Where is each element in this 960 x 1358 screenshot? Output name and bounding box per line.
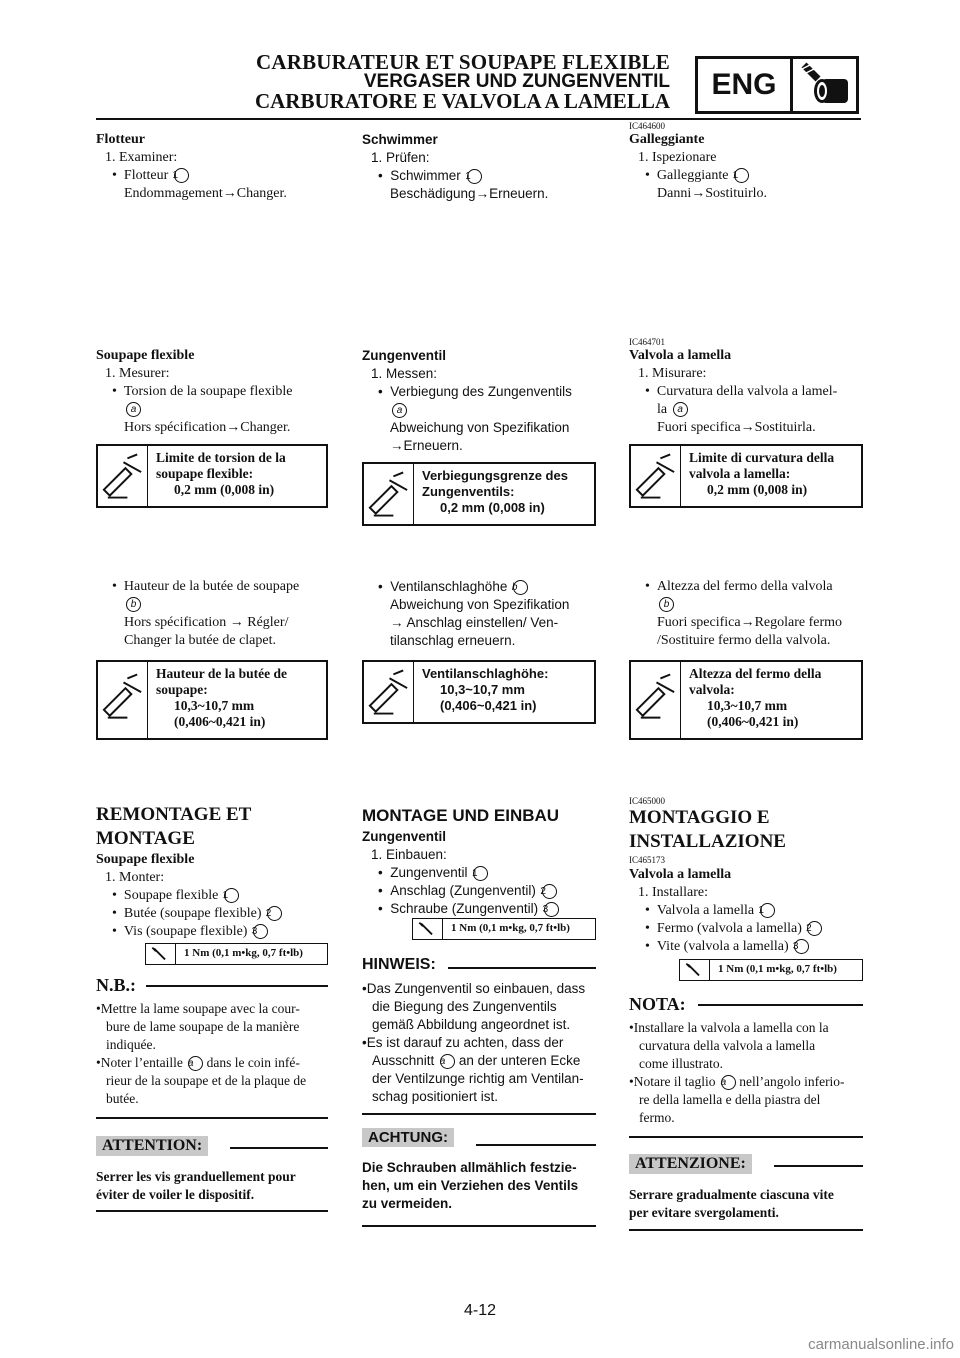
torque-box <box>145 943 328 965</box>
torque-box <box>412 918 596 940</box>
bullet-item: • Curvatura della valvola a lamel- <box>645 384 838 399</box>
section-title: Soupape flexible <box>96 348 195 363</box>
bullet-item: • Ventilanschlaghöhe b <box>362 578 596 596</box>
it-float-section <box>629 131 863 203</box>
it-stopper-height <box>629 578 863 650</box>
spec-value: (0,406~0,421 in) <box>440 698 537 713</box>
step: 1. Messen: <box>371 366 438 381</box>
bullet-item: • Verbiegung des Zungenventils <box>378 384 572 399</box>
bullet-item: • Schraube (Zungenventil) 3 <box>362 900 596 918</box>
rule <box>774 1165 863 1167</box>
note-item: •Notare il taglio a nell’angolo inferio- re della lamella e della piastra del fermo. <box>629 1074 845 1125</box>
bullet-item: • Vite (valvola a lamella) 3 <box>629 938 863 956</box>
bullet-item: • Fermo (valvola a lamella) 2 <box>629 920 863 938</box>
spec-value: 0,2 mm (0,008 in) <box>440 500 545 515</box>
wrench-icon <box>413 919 443 939</box>
bullet-sub: Fuori specifica→Regolare fermo <box>657 615 843 630</box>
bullet-sub: Endommagement→Changer. <box>124 186 287 201</box>
spec-value: 0,2 mm (0,008 in) <box>707 482 808 497</box>
bullet-sub: Abweichung von Spezifikation <box>390 597 570 612</box>
spec-box <box>96 660 328 740</box>
spec-box <box>629 660 863 740</box>
it-reed-measure <box>629 347 863 437</box>
caliper-icon <box>98 662 148 738</box>
fr-warning <box>96 1136 328 1204</box>
section-title: Zungenventil <box>362 829 446 844</box>
caliper-icon <box>631 662 681 738</box>
section-title: Soupape flexible <box>96 852 195 867</box>
fr-stopper-height <box>96 578 328 650</box>
spec-value: 10,3~10,7 mm <box>440 682 525 697</box>
step: 1. Misurare: <box>638 366 707 381</box>
wrench-icon <box>146 944 176 964</box>
callout-a: a <box>362 401 596 419</box>
heading: INSTALLAZIONE <box>629 831 786 852</box>
note-heading: NOTA: <box>629 994 686 1014</box>
callout-b: b <box>629 596 863 614</box>
spec-value: (0,406~0,421 in) <box>174 714 266 729</box>
bullet-item: • Butée (soupape flexible) 2 <box>96 905 328 923</box>
heading: REMONTAGE ET <box>96 804 252 825</box>
rule <box>362 1113 596 1115</box>
spec-box <box>629 444 863 508</box>
torque-box <box>679 959 863 981</box>
step: 1. Einbauen: <box>371 847 447 862</box>
rule <box>146 985 328 987</box>
section-title: Schwimmer <box>362 132 438 147</box>
bullet-sub: Abweichung von Spezifikation <box>390 420 570 435</box>
bullet-sub: Hors spécification→Changer. <box>124 420 291 435</box>
page-number: 4-12 <box>463 1302 497 1319</box>
spec-label: Verbiegungsgrenze des <box>422 468 568 483</box>
warning-text: Die Schrauben allmählich festzie- hen, um ein Verziehen des Ventils zu vermeiden. <box>362 1160 579 1211</box>
bullet-item: • Torsion de la soupape flexible <box>112 384 293 399</box>
spec-label: Limite de torsion de la <box>156 450 286 465</box>
bullet-item: • Zungenventil 1 <box>362 864 596 882</box>
spec-label: soupape flexible: <box>156 466 254 481</box>
rule <box>96 1117 328 1119</box>
de-stopper-height <box>362 578 596 650</box>
bullet-sub: Danni→Sostituirlo. <box>657 186 768 201</box>
caliper-icon <box>364 464 414 524</box>
it-note <box>629 994 863 1127</box>
bullet-item: • Soupape flexible 1 <box>96 887 328 905</box>
title-de: VERGASER UND ZUNGENVENTIL <box>363 71 670 92</box>
callout-1: 1 <box>174 168 189 183</box>
heading: MONTAGGIO E <box>629 807 770 828</box>
spec-value: (0,406~0,421 in) <box>707 714 799 729</box>
rule <box>362 1225 596 1227</box>
warning-heading: ACHTUNG: <box>362 1128 454 1147</box>
bullet-sub: Hors spécification → Régler/ <box>124 615 289 630</box>
warning-heading: ATTENZIONE: <box>629 1154 752 1174</box>
note-item: •Noter l’entaille a dans le coin infé- rieur de la soupape et de la plaque de butée. <box>96 1055 307 1106</box>
de-install-section <box>362 804 596 918</box>
watermark: carmanualsonline.info <box>808 1336 954 1353</box>
spec-box <box>362 660 596 724</box>
bullet-item: • Altezza del fermo della valvola <box>645 579 833 594</box>
torque-value: 1 Nm (0,1 m•kg, 0,7 ft•lb) <box>184 947 303 959</box>
callout-a: a <box>96 401 328 419</box>
section-title: Flotteur <box>96 132 145 147</box>
bullet-sub: →Erneuern. <box>390 438 463 453</box>
spec-label: Limite di curvatura della <box>689 450 835 465</box>
warning-heading: ATTENTION: <box>96 1136 208 1156</box>
spec-label: valvola a lamella: <box>689 466 791 481</box>
rule <box>629 1136 863 1138</box>
bullet-item: • Vis (soupape flexible) 3 <box>96 923 328 941</box>
header-rule <box>96 118 861 120</box>
note-item: •Installare la valvola a lamella con la curvatura della valvola a lamella come illustrato. <box>629 1020 829 1071</box>
note-heading: HINWEIS: <box>362 956 436 973</box>
bullet-sub: Fuori specifica→Sostituirla. <box>657 420 816 435</box>
rule <box>96 1210 328 1212</box>
spec-label: Zungenventils: <box>422 484 515 499</box>
bullet-item: • Anschlag (Zungenventil) 2 <box>362 882 596 900</box>
fr-reed-measure <box>96 347 328 437</box>
bullet-sub: /Sostituire fermo della valvola. <box>657 633 831 648</box>
section-title: Galleggiante <box>629 132 705 147</box>
fr-install-section <box>96 803 328 941</box>
note-item: •Das Zungenventil so einbauen, dass die Biegung des Zungenventils gemäß Abbildung angeordnet ist. <box>362 981 586 1032</box>
note-item: •Mettre la lame soupape avec la cour- bure de lame soupape de la manière indiquée. <box>96 1001 300 1052</box>
fr-note <box>96 975 328 1108</box>
engine-part-icon <box>796 61 854 109</box>
step: 1. Monter: <box>105 870 165 885</box>
de-float-section <box>362 131 596 203</box>
title-it: CARBURATORE E VALVOLA A LAMELLA <box>254 89 670 113</box>
bullet-item: • Schwimmer 1 <box>362 167 596 185</box>
step: 1. Ispezionare <box>638 150 717 165</box>
warning-text: Serrare gradualmente ciascuna vite per evitare svergolamenti. <box>629 1187 834 1220</box>
step: 1. Installare: <box>638 885 708 900</box>
bullet-sub: la a <box>629 401 863 419</box>
bullet-item: • Valvola a lamella 1 <box>629 902 863 920</box>
bullet-item: • Flotteur 1 <box>96 167 328 185</box>
spec-label: Ventilanschlaghöhe: <box>422 666 549 681</box>
bullet-sub: → Anschlag einstellen/ Ven- <box>390 615 559 630</box>
torque-value: 1 Nm (0,1 m•kg, 0,7 ft•lb) <box>451 922 570 934</box>
note-heading: N.B.: <box>96 975 136 995</box>
badge-divider <box>790 59 793 111</box>
spec-label: Hauteur de la butée de <box>156 666 287 681</box>
bullet-sub: tilanschlag erneuern. <box>390 633 516 648</box>
section-code: IC464701 <box>629 337 665 347</box>
spec-box <box>362 462 596 526</box>
bullet-sub: Changer la butée de clapet. <box>124 633 276 648</box>
header-titles <box>255 52 670 112</box>
section-code: IC465173 <box>629 855 665 865</box>
it-install-steps <box>629 866 863 956</box>
spec-value: 10,3~10,7 mm <box>174 698 255 713</box>
it-warning <box>629 1154 863 1222</box>
rule <box>698 1004 863 1006</box>
fr-float-section <box>96 131 328 203</box>
spec-label: Altezza del fermo della <box>689 666 822 681</box>
step: 1. Examiner: <box>105 150 178 165</box>
bullet-item: • Hauteur de la butée de soupape <box>112 579 300 594</box>
it-install-section <box>629 806 863 854</box>
section-code: IC464600 <box>629 121 665 131</box>
spec-box <box>96 444 328 508</box>
section-title: Valvola a lamella <box>629 348 732 363</box>
warning-text: Serrer les vis granduellement pour éviter de voiler le dispositif. <box>96 1169 296 1202</box>
rule <box>476 1144 596 1146</box>
spec-label: soupape: <box>156 682 208 697</box>
spec-label: valvola: <box>689 682 735 697</box>
caliper-icon <box>364 662 414 722</box>
heading: MONTAGE UND EINBAU <box>362 806 560 825</box>
de-note <box>362 956 596 1106</box>
eng-badge <box>695 56 859 114</box>
title-fr: CARBURATEUR ET SOUPAPE FLEXIBLE <box>255 50 670 74</box>
note-item: •Es ist darauf zu achten, dass der Ausschnitt a an der unteren Ecke der Ventilzunge richtig am Ventilan- schag positioniert ist. <box>362 1035 584 1104</box>
rule <box>230 1147 328 1149</box>
torque-value: 1 Nm (0,1 m•kg, 0,7 ft•lb) <box>718 963 837 975</box>
heading: MONTAGE <box>96 828 195 849</box>
section-title: Zungenventil <box>362 348 446 363</box>
callout-b: b <box>96 596 328 614</box>
de-warning <box>362 1128 596 1213</box>
caliper-icon <box>98 446 148 506</box>
section-code: IC465000 <box>629 796 665 806</box>
bullet-sub: Beschädigung→Erneuern. <box>390 186 549 201</box>
spec-value: 0,2 mm (0,008 in) <box>174 482 275 497</box>
section-title: Valvola a lamella <box>629 867 732 882</box>
caliper-icon <box>631 446 681 506</box>
de-reed-measure <box>362 347 596 455</box>
wrench-icon <box>680 960 710 980</box>
bullet-item: • Galleggiante 1 <box>629 167 863 185</box>
spec-value: 10,3~10,7 mm <box>707 698 788 713</box>
step: 1. Mesurer: <box>105 366 170 381</box>
rule <box>448 967 596 969</box>
step: 1. Prüfen: <box>371 150 430 165</box>
rule <box>629 1229 863 1231</box>
eng-label: ENG <box>711 68 777 101</box>
